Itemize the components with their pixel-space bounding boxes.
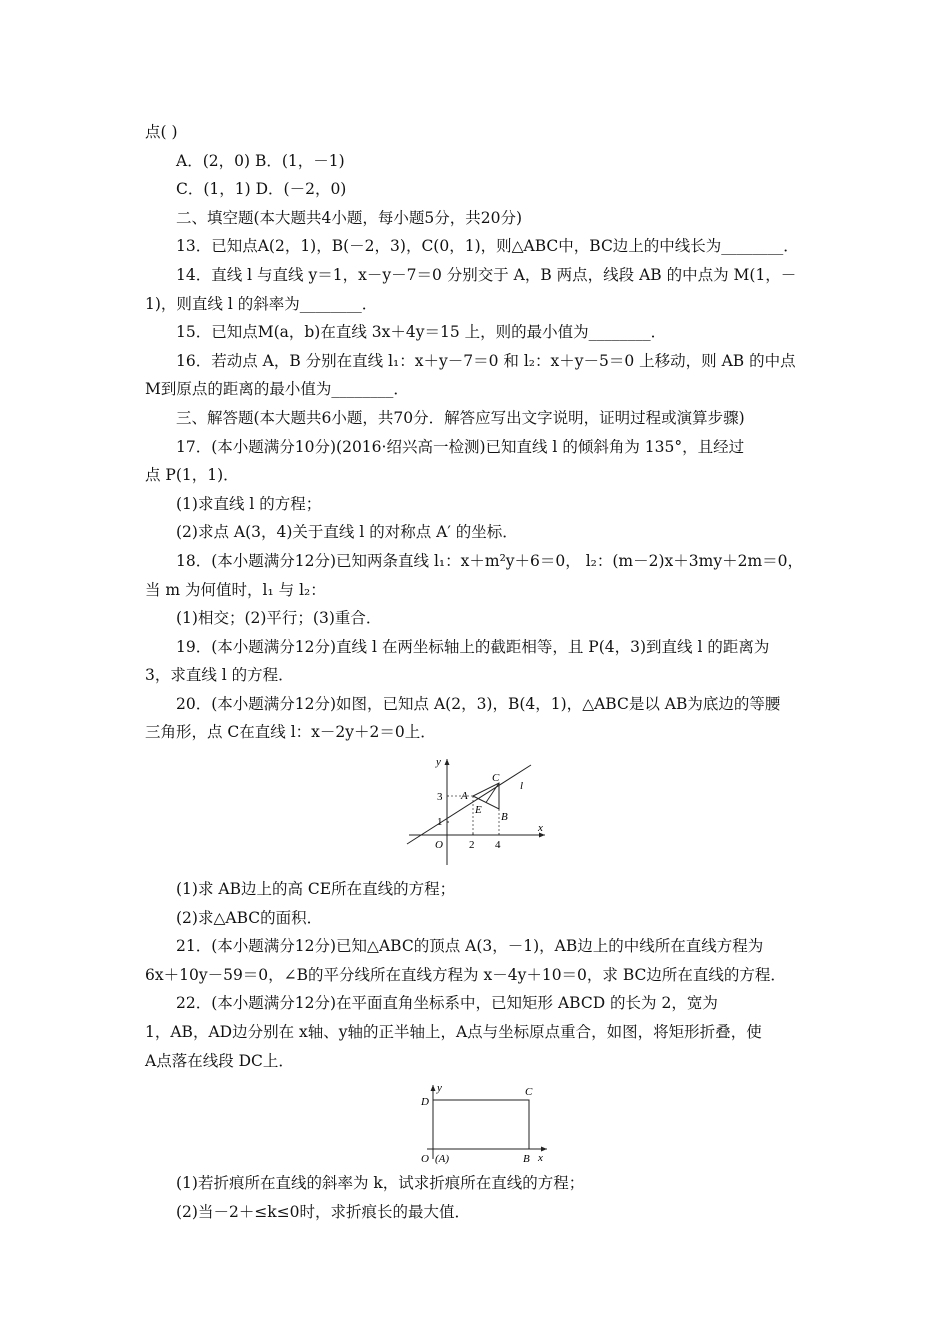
text-line-q18-l2: 当 m 为何值时，l₁ 与 l₂： <box>145 580 326 599</box>
figure-rectangle-svg <box>403 1081 553 1165</box>
label-y: y <box>435 756 441 769</box>
text-line-q22-p1: (1)若折痕所在直线的斜率为 k，试求折痕所在直线的方程； <box>176 1174 585 1193</box>
label-d: D <box>420 1096 429 1109</box>
text-line-q17-p2: (2)求点 A(3，4)关于直线 l 的对称点 A′ 的坐标． <box>176 523 518 542</box>
text-line-section-3-title: 三、解答题(本大题共6小题，共70分．解答应写出文字说明，证明过程或演算步骤) <box>176 408 745 427</box>
label-x: x <box>537 822 543 835</box>
text-line-q13: 13．已知点A(2，1)，B(－2，3)，C(0，1)，则△ABC中，BC边上的中线长为________． <box>176 237 799 256</box>
text-block-middle <box>145 875 810 1075</box>
text-line-q19-l2: 3，求直线 l 的方程． <box>145 666 294 685</box>
label-a: A <box>460 790 468 803</box>
text-line-q14-l1: 14．直线 l 与直线 y＝1，x－y－7＝0 分别交于 A，B 两点，线段 AB 的中点为 M(1，－ <box>176 265 797 284</box>
label-c: C <box>524 1086 532 1099</box>
label-four: 4 <box>494 839 500 852</box>
text-line-q14-l2: 1)，则直线 l 的斜率为________． <box>145 294 378 313</box>
text-line-q17-l1: 17．(本小题满分10分)(2016·绍兴高一检测)已知直线 l 的倾斜角为 135°，且经过 <box>176 437 745 456</box>
text-line-q16-l2: M到原点的距离的最小值为________． <box>145 380 409 399</box>
text-block-top <box>145 118 810 747</box>
text-line-q20-p1: (1)求 AB边上的高 CE所在直线的方程； <box>176 880 456 899</box>
text-line-q21-l1: 21．(本小题满分12分)已知△ABC的顶点 A(3，－1)，AB边上的中线所在直线方程为 <box>176 937 764 956</box>
text-line-q22-p2: (2)当－2＋≤k≤0时，求折痕长的最大值． <box>176 1202 471 1221</box>
label-three: 3 <box>436 791 442 804</box>
label-b: B <box>522 1153 530 1166</box>
text-line-q22-l2: 1，AB，AD边分别在 x轴、y轴的正半轴上，A点与坐标原点重合，如图，将矩形折叠，使 <box>145 1023 762 1042</box>
figure-triangle <box>145 753 810 871</box>
text-line-q15: 15．已知点M(a，b)在直线 3x＋4y＝15 上，则的最小值为________． <box>176 323 667 342</box>
text-line-q12-opt-ab: A．(2，0) B．(1，－1) <box>176 151 345 170</box>
label-origin: O <box>434 839 443 852</box>
label-x: x <box>537 1152 543 1165</box>
figure-rectangle <box>145 1081 810 1165</box>
label-one: 1 <box>436 816 442 829</box>
text-block-bottom <box>145 1169 810 1226</box>
text-line-q22-l3: A点落在线段 DC上． <box>145 1051 294 1070</box>
text-line-q21-l2: 6x＋10y－59＝0，∠B的平分线所在直线方程为 x－4y＋10＝0，求 BC边所在直线的方程． <box>145 965 786 984</box>
text-line-q20-p2: (2)求△ABC的面积． <box>176 908 323 927</box>
label-origin: O <box>420 1153 429 1166</box>
text-line-q18-p: (1)相交；(2)平行；(3)重合． <box>176 609 382 628</box>
label-l: l <box>519 780 523 793</box>
label-b: B <box>500 811 508 824</box>
y-axis-arrow <box>430 1085 435 1091</box>
label-e: E <box>474 804 482 817</box>
text-line-q17-p1: (1)求直线 l 的方程； <box>176 494 322 513</box>
text-line-q12-opt-cd: C．(1，1) D．(－2，0) <box>176 180 347 199</box>
line-l <box>407 765 531 844</box>
rectangle-abcd <box>433 1100 529 1149</box>
text-line-q12-tail: 点( ) <box>145 123 178 141</box>
text-line-section-2-title: 二、填空题(本大题共4小题，每小题5分，共20分) <box>176 208 523 227</box>
figure-triangle-svg <box>403 753 553 871</box>
x-axis-arrow <box>541 1147 547 1152</box>
text-line-q22-l1: 22．(本小题满分12分)在平面直角坐标系中，已知矩形 ABCD 的长为 2，宽为 <box>176 994 718 1013</box>
y-axis-arrow <box>444 759 449 765</box>
text-line-q20-l2: 三角形，点 C在直线 l：x－2y＋2＝0上． <box>145 723 436 742</box>
label-two: 2 <box>468 839 474 852</box>
text-line-q16-l1: 16．若动点 A，B 分别在直线 l₁：x＋y－7＝0 和 l₂：x＋y－5＝0 上移动，则 AB 的中点 <box>176 351 796 370</box>
document-content <box>145 118 810 1226</box>
text-line-q18-l1: 18．(本小题满分12分)已知两条直线 l₁：x＋m²y＋6＝0， l₂：(m－2)x＋3my＋2m＝0， <box>176 551 804 570</box>
text-line-q20-l1: 20．(本小题满分12分)如图，已知点 A(2，3)，B(4，1)，△ABC是以 AB为底边的等腰 <box>176 694 781 713</box>
label-y: y <box>436 1082 442 1095</box>
text-line-q19-l1: 19．(本小题满分12分)直线 l 在两坐标轴上的截距相等，且 P(4，3)到直线 l 的距离为 <box>176 637 770 656</box>
label-a: (A) <box>434 1153 449 1166</box>
text-line-q17-l2: 点 P(1，1)． <box>145 466 239 485</box>
label-c: C <box>491 772 499 785</box>
